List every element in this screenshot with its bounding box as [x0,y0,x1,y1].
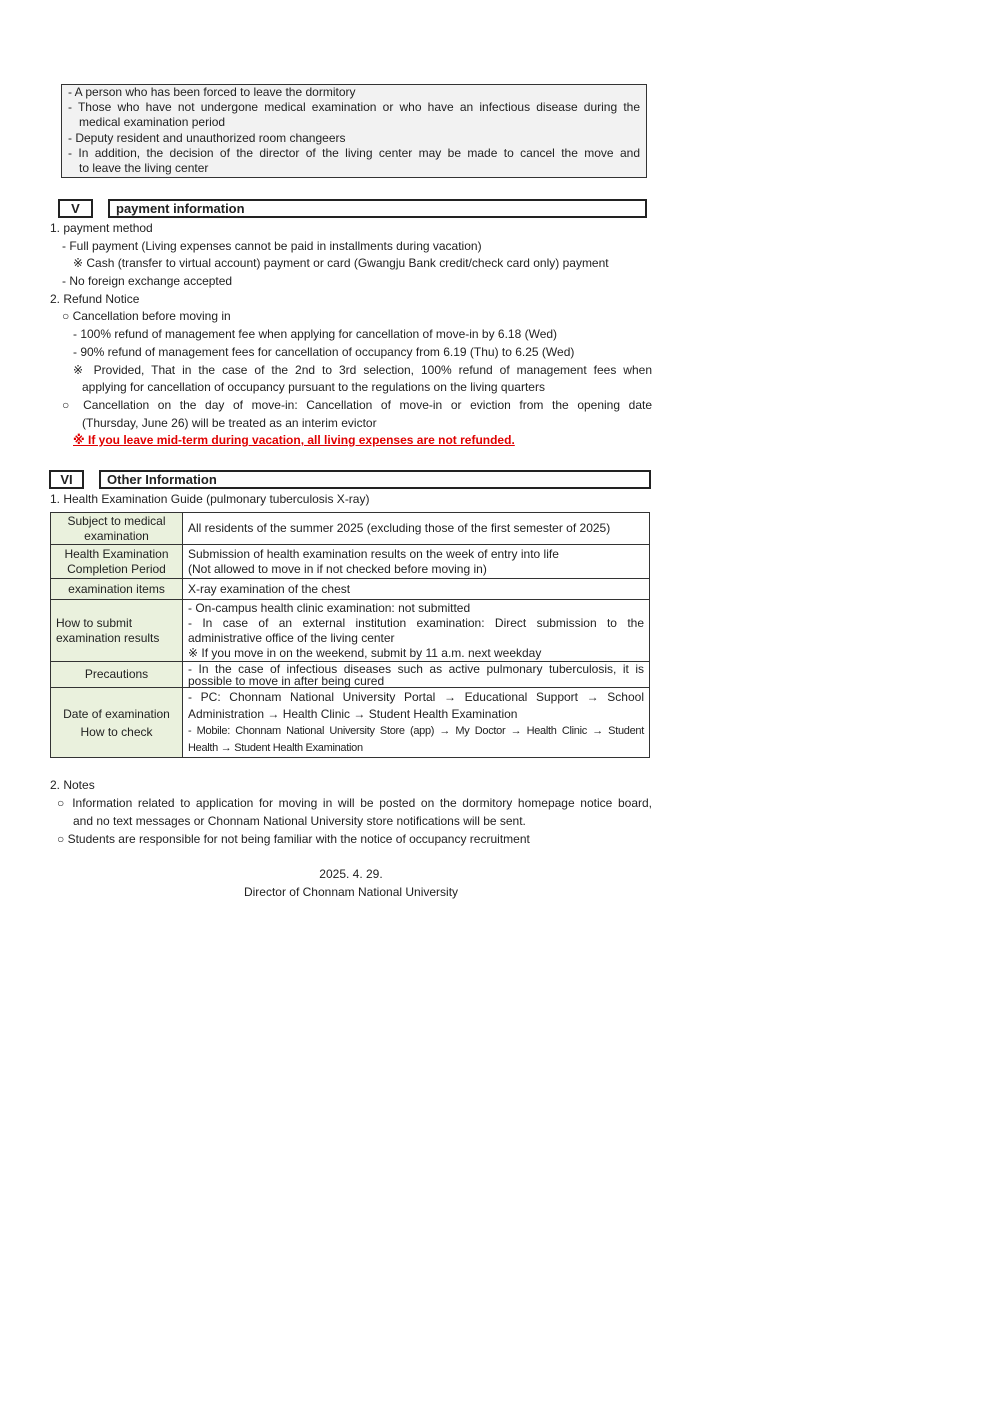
value-line: ※ If you move in on the weekend, submit by 11 a.m. next weekday [188,645,542,660]
label-line: How to check [80,724,153,739]
notes-heading: 2. Notes [50,778,95,792]
ineligible-line-4b: to leave the living center [79,161,209,175]
label-line: Subject to medical [67,513,166,528]
section-5-number: V [58,199,93,218]
table-label-submit [51,600,183,662]
refund-provided-note: ※ Provided, That in the case of the 2nd to 3rd selection, 100% refund of management fees when [73,363,652,377]
label-line: Health Examination [64,546,169,561]
refund-provided-note-cont: applying for cancellation of occupancy pursuant to the regulations on the living quarters [82,380,545,394]
value-line: - In the case of infectious diseases such as active pulmonary tuberculosis, it is [188,661,644,676]
health-guide-heading: 1. Health Examination Guide (pulmonary tuberculosis X-ray) [50,492,370,506]
value-line: administrative office of the living center [188,630,395,645]
refund-heading: 2. Refund Notice [50,292,140,306]
table-value-subject: All residents of the summer 2025 (excluding those of the first semester of 2025) [183,513,650,545]
ineligible-line-2a: - Those who have not undergone medical examination or who have an infectious disease during the [68,100,640,114]
label-line: examination results [56,630,160,645]
table-row [51,513,650,545]
section-6-number: VI [49,470,84,489]
refund-warning: ※ If you leave mid-term during vacation, all living expenses are not refunded. [73,433,515,447]
value-line: - On-campus health clinic examination: not submitted [188,600,471,615]
table-label-completion [51,545,183,579]
note-1: ○ Information related to application for moving in will be posted on the dormitory homepage notice board, [57,796,652,810]
footer-signature: Director of Chonnam National University [243,885,459,899]
label-line: examination [84,528,149,543]
refund-before-movein: ○ Cancellation before moving in [62,309,231,323]
table-label-check [51,688,183,758]
ineligible-line-1: - A person who has been forced to leave the dormitory [68,85,356,99]
refund-movein-day: ○ Cancellation on the day of move-in: Cancellation of move-in or eviction from the opening date [62,398,652,412]
value-line: - PC: Chonnam National University Portal → Educational Support → School [188,689,644,704]
refund-movein-day-cont: (Thursday, June 26) will be treated as an interim evictor [82,416,377,430]
value-line: Submission of health examination results on the week of entry into life [188,546,559,561]
ineligible-line-2b: medical examination period [79,115,226,129]
ineligible-line-4a: - In addition, the decision of the director of the living center may be made to cancel the move and [68,146,640,160]
label-line: Date of examination [63,706,170,721]
label-line: Completion Period [67,561,166,576]
table-row [51,688,650,758]
health-exam-table [50,512,650,758]
table-label-items: examination items [51,579,183,600]
value-line: Health → Student Health Examination [188,741,363,754]
value-line: Administration → Health Clinic → Student Health Examination [188,706,518,721]
payment-method-heading: 1. payment method [50,221,153,235]
refund-100-percent: - 100% refund of management fee when applying for cancellation of move-in by 6.18 (Wed) [73,327,558,341]
table-label-precautions: Precautions [51,662,183,688]
table-value-submit [183,600,650,662]
note-2: ○ Students are responsible for not being familiar with the notice of occupancy recruitment [57,832,530,846]
table-row [51,662,650,688]
payment-cash-card: ※ Cash (transfer to virtual account) payment or card (Gwangju Bank credit/check card only) payment [73,256,609,270]
section-5-title: payment information [108,199,647,218]
payment-full: - Full payment (Living expenses cannot be paid in installments during vacation) [62,239,482,253]
table-value-precautions [183,662,650,688]
section-6-title: Other Information [99,470,651,489]
table-value-check [183,688,650,758]
value-line: - Mobile: Chonnam National University Store (app) → My Doctor → Health Clinic → Student [188,724,644,737]
table-row [51,579,650,600]
label-line: How to submit [56,615,133,630]
table-value-completion [183,545,650,579]
payment-no-foreign: - No foreign exchange accepted [62,274,233,288]
value-line: possible to move in after being cured [188,673,385,688]
table-label-subject [51,513,183,545]
table-row [51,545,650,579]
footer-date: 2025. 4. 29. [319,867,383,881]
value-line: - In case of an external institution examination: Direct submission to the [188,615,644,630]
note-1-cont: and no text messages or Chonnam National University store notifications will be sent. [73,814,526,828]
refund-90-percent: - 90% refund of management fees for cancellation of occupancy from 6.19 (Thu) to 6.25 (Wed) [73,345,575,359]
table-row [51,600,650,662]
ineligible-line-3: - Deputy resident and unauthorized room changeers [68,131,346,145]
table-value-items: X-ray examination of the chest [183,579,650,600]
value-line: (Not allowed to move in if not checked before moving in) [188,561,487,576]
ineligible-notice-box [61,84,647,178]
